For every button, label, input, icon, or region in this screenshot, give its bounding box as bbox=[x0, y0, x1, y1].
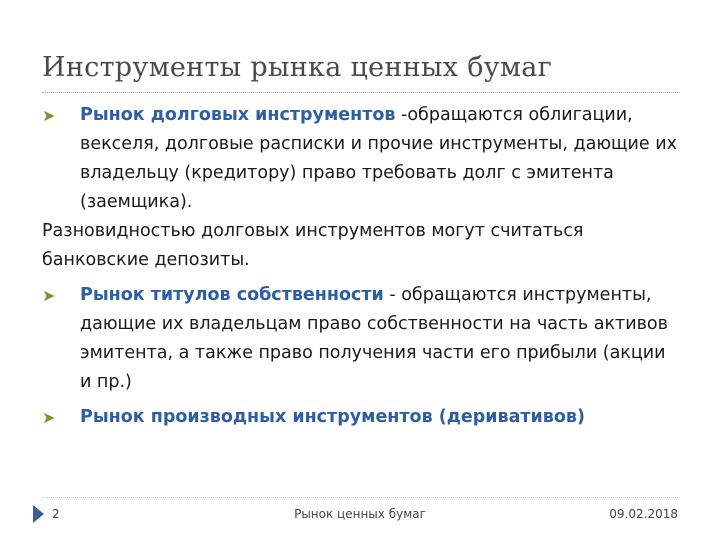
bullet-item-highlight: Рынок долговых инструментов bbox=[80, 105, 396, 125]
footer-date: 09.02.2018 bbox=[609, 507, 678, 521]
bullet-item-ownership-market bbox=[42, 281, 682, 397]
title-divider bbox=[42, 92, 680, 93]
bullet-item-text: -обращаются облигации, векселя, долговые расписки и прочие инструменты, дающие их владельцу (кредитору) право требовать долг с эмитента (заемщика). bbox=[80, 105, 677, 212]
footer-title: Рынок ценных бумаг bbox=[294, 507, 426, 521]
bullet-item-highlight: Рынок производных инструментов (деривативов) bbox=[80, 407, 585, 427]
bullet-item-highlight: Рынок титулов собственности bbox=[80, 285, 384, 305]
bullet-item-text: - обращаются инструменты, дающие их владельцам право собственности на часть активов эмитента, а также право получения части его прибыли (акции и пр.) bbox=[80, 285, 668, 392]
slide-content bbox=[42, 101, 682, 432]
bullet-item-derivatives-market bbox=[42, 403, 682, 432]
arrow-right-icon: ➤ bbox=[42, 408, 56, 427]
footer-divider bbox=[42, 497, 680, 498]
slide-title: Инструменты рынка ценных бумаг bbox=[42, 52, 553, 83]
page-number: 2 bbox=[52, 507, 60, 521]
arrow-right-icon: ➤ bbox=[42, 286, 56, 305]
arrow-right-icon: ➤ bbox=[42, 106, 56, 125]
bullet-item-debt-market bbox=[42, 101, 682, 217]
paragraph-bank-deposits: Разновидностью долговых инструментов могут считаться банковские депозиты. bbox=[42, 221, 584, 270]
